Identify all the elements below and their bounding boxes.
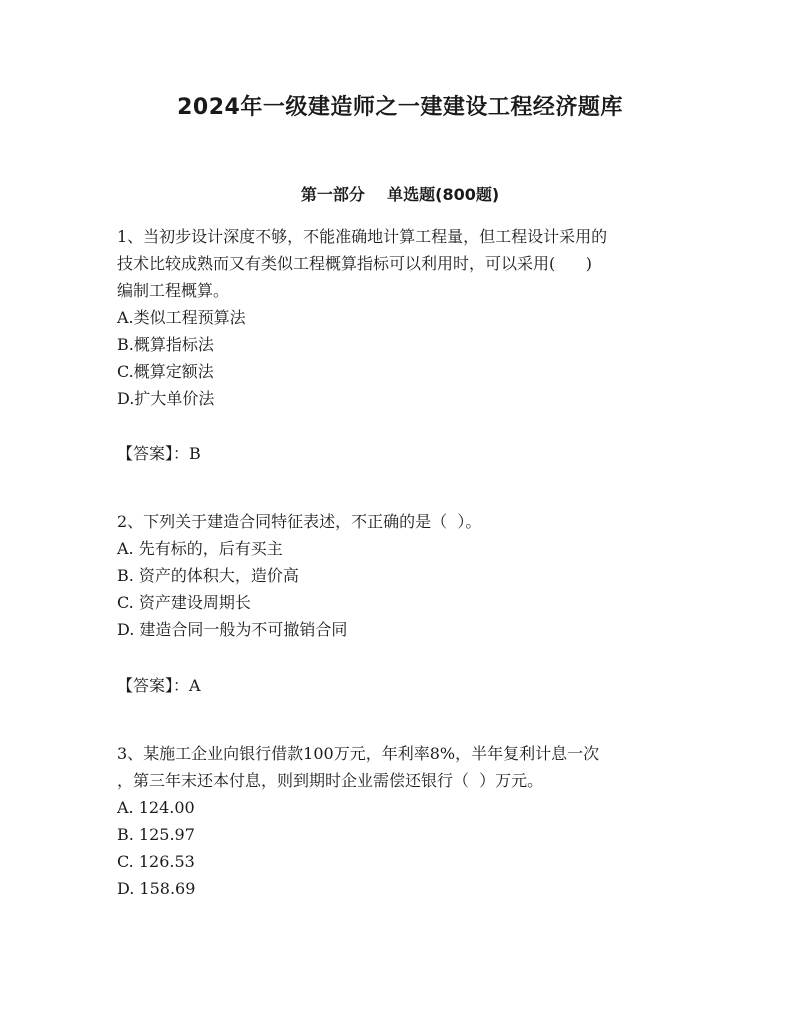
- section-title: 第一部分 单选题(800题): [300, 185, 500, 204]
- option-b: B.概算指标法: [117, 335, 214, 354]
- option-c: C. 126.53: [117, 852, 195, 871]
- option-d: D. 158.69: [117, 879, 196, 898]
- option-a: A. 124.00: [117, 798, 195, 817]
- doc-title: 2024年一级建造师之一建建设工程经济题库: [177, 95, 623, 120]
- option-a: A.类似工程预算法: [117, 308, 246, 327]
- answer-label: 【答案】：B: [117, 444, 201, 463]
- option-d: D.扩大单价法: [117, 389, 215, 408]
- option-a: A. 先有标的，后有买主: [117, 539, 283, 558]
- option-c: C. 资产建设周期长: [117, 593, 251, 612]
- option-d: D. 建造合同一般为不可撤销合同: [117, 620, 348, 639]
- option-c: C.概算定额法: [117, 362, 214, 381]
- question-stem-line: 编制工程概算。: [117, 281, 230, 300]
- answer-label: 【答案】：A: [117, 676, 201, 695]
- option-b: B. 资产的体积大，造价高: [117, 566, 299, 585]
- question-stem-line: 3、某施工企业向银行借款100万元，年利率8%，半年复利计息一次: [117, 744, 600, 763]
- question-stem-line: ，第三年末还本付息，则到期时企业需偿还银行（ ）万元。: [117, 771, 544, 790]
- option-b: B. 125.97: [117, 825, 195, 844]
- question-stem-line: 技术比较成熟而又有类似工程概算指标可以利用时，可以采用( ): [117, 254, 593, 273]
- question-stem-line: 2、下列关于建造合同特征表述，不正确的是（ ）。: [117, 512, 482, 531]
- question-stem-line: 1、当初步设计深度不够，不能准确地计算工程量，但工程设计采用的: [117, 227, 608, 246]
